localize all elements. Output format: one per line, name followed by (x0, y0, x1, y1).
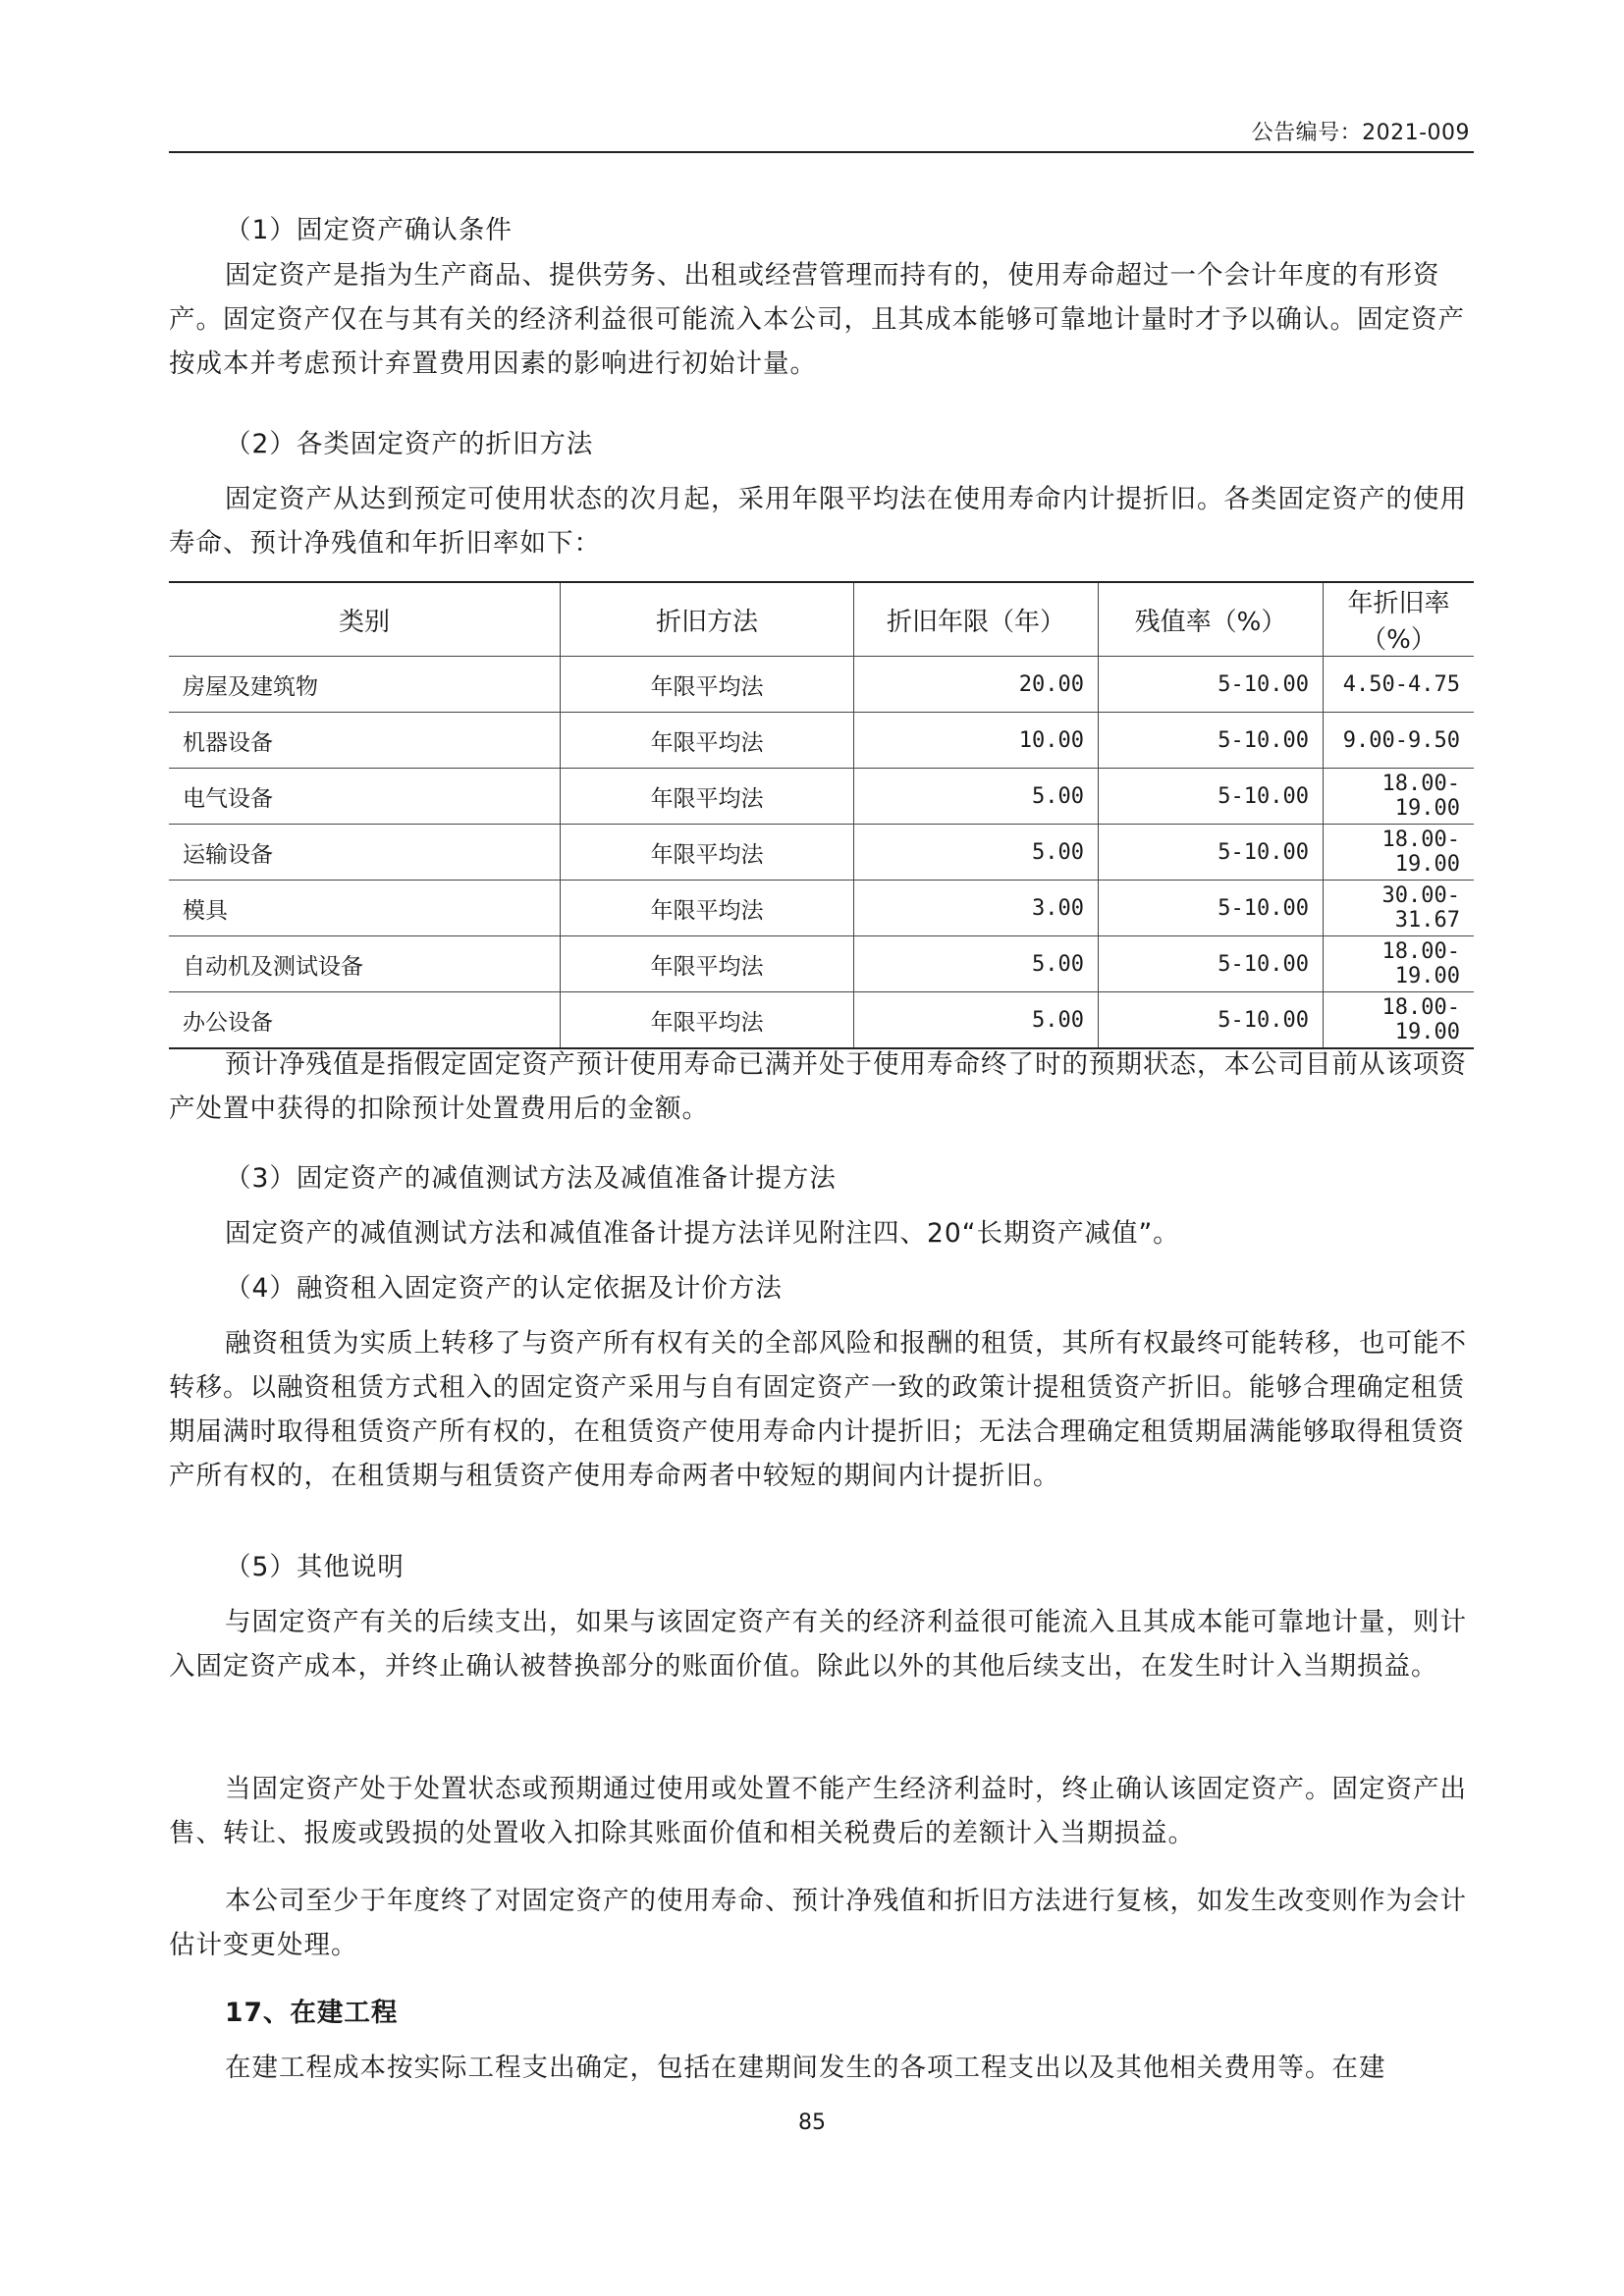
section-5-body-3: 本公司至少于年度终了对固定资产的使用寿命、预计净残值和折旧方法进行复核，如发生改变则作为会计估计变更处理。 (169, 1886, 1467, 1961)
cell-rate: 4.50-4.75 (1324, 657, 1475, 713)
cell-residual: 5-10.00 (1099, 713, 1324, 769)
cell-method: 年限平均法 (561, 992, 854, 1049)
section-2-title: （2）各类固定资产的折旧方法 (225, 429, 594, 459)
cell-years: 5.00 (854, 992, 1099, 1049)
header-residual: 残值率（%） (1099, 582, 1324, 657)
cell-years: 5.00 (854, 825, 1099, 881)
cell-years: 10.00 (854, 713, 1099, 769)
section-1-title: （1）固定资产确认条件 (225, 215, 513, 245)
cell-category: 房屋及建筑物 (183, 673, 318, 700)
cell-method: 年限平均法 (561, 825, 854, 881)
cell-rate: 9.00-9.50 (1324, 713, 1475, 769)
table-row (169, 992, 1474, 1049)
cell-residual: 5-10.00 (1099, 769, 1324, 825)
header-divider (169, 151, 1474, 153)
cell-method: 年限平均法 (561, 713, 854, 769)
cell-category: 电气设备 (183, 785, 273, 812)
cell-residual: 5-10.00 (1099, 825, 1324, 881)
cell-rate: 18.00-19.00 (1324, 769, 1475, 825)
cell-years: 5.00 (854, 936, 1099, 992)
section-17-body: 在建工程成本按实际工程支出确定，包括在建期间发生的各项工程支出以及其他相关费用等。在建 (225, 2053, 1386, 2083)
section-2-body: 固定资产从达到预定可使用状态的次月起，采用年限平均法在使用寿命内计提折旧。各类固定资产的使用寿命、预计净残值和年折旧率如下： (169, 484, 1467, 560)
section-4-title: （4）融资租入固定资产的认定依据及计价方法 (225, 1273, 783, 1304)
cell-residual: 5-10.00 (1099, 992, 1324, 1049)
table-header-row (169, 582, 1474, 657)
cell-years: 3.00 (854, 881, 1099, 936)
cell-method: 年限平均法 (561, 657, 854, 713)
table-row (169, 881, 1474, 936)
cell-method: 年限平均法 (561, 769, 854, 825)
cell-rate: 18.00-19.00 (1324, 825, 1475, 881)
cell-years: 5.00 (854, 769, 1099, 825)
cell-category: 自动机及测试设备 (183, 953, 363, 980)
cell-rate: 18.00-19.00 (1324, 936, 1475, 992)
header-rate: 年折旧率（%） (1324, 582, 1475, 657)
section-5-body-1: 与固定资产有关的后续支出，如果与该固定资产有关的经济利益很可能流入且其成本能可靠地计量，则计入固定资产成本，并终止确认被替换部分的账面价值。除此以外的其他后续支出，在发生时计入当期损益。 (169, 1607, 1467, 1682)
cell-residual: 5-10.00 (1099, 881, 1324, 936)
cell-category: 运输设备 (183, 841, 273, 868)
cell-residual: 5-10.00 (1099, 936, 1324, 992)
depreciation-table (169, 581, 1474, 1049)
section-3-body: 固定资产的减值测试方法和减值准备计提方法详见附注四、20“长期资产减值”。 (225, 1218, 1180, 1249)
cell-rate: 30.00-31.67 (1324, 881, 1475, 936)
header-method: 折旧方法 (561, 582, 854, 657)
cell-rate: 18.00-19.00 (1324, 992, 1475, 1049)
cell-residual: 5-10.00 (1099, 657, 1324, 713)
section-3-title: （3）固定资产的减值测试方法及减值准备计提方法 (225, 1163, 837, 1194)
cell-years: 20.00 (854, 657, 1099, 713)
header-years: 折旧年限（年） (854, 582, 1099, 657)
cell-category: 机器设备 (183, 729, 273, 756)
cell-category: 模具 (183, 897, 228, 924)
header-category: 类别 (338, 607, 390, 637)
table-row (169, 769, 1474, 825)
cell-category: 办公设备 (183, 1009, 273, 1036)
table-row (169, 936, 1474, 992)
page-number: 85 (798, 2110, 826, 2135)
cell-method: 年限平均法 (561, 936, 854, 992)
section-5-title: （5）其他说明 (225, 1552, 405, 1582)
table-row (169, 657, 1474, 713)
announcement-number: 公告编号：2021-009 (1251, 121, 1470, 145)
table-row (169, 825, 1474, 881)
section-17-title: 17、在建工程 (225, 1998, 399, 2028)
residual-value-note: 预计净残值是指假定固定资产预计使用寿命已满并处于使用寿命终了时的预期状态，本公司目前从该项资产处置中获得的扣除预计处置费用后的金额。 (169, 1049, 1467, 1125)
cell-method: 年限平均法 (561, 881, 854, 936)
section-5-body-2: 当固定资产处于处置状态或预期通过使用或处置不能产生经济利益时，终止确认该固定资产。固定资产出售、转让、报废或毁损的处置收入扣除其账面价值和相关税费后的差额计入当期损益。 (169, 1774, 1467, 1849)
section-4-body: 融资租赁为实质上转移了与资产所有权有关的全部风险和报酬的租赁，其所有权最终可能转移，也可能不转移。以融资租赁方式租入的固定资产采用与自有固定资产一致的政策计提租赁资产折旧。能够合理确定租赁期届满时取得租赁资产所有权的，在租赁资产使用寿命内计提折旧；无法合理确定租赁期届满能够取得租赁资产所有权的，在租赁期与租赁资产使用寿命两者中较短的期间内计提折旧。 (169, 1328, 1467, 1492)
section-1-body: 固定资产是指为生产商品、提供劳务、出租或经营管理而持有的，使用寿命超过一个会计年度的有形资产。固定资产仅在与其有关的经济利益很可能流入本公司，且其成本能够可靠地计量时才予以确认。固定资产按成本并考虑预计弃置费用因素的影响进行初始计量。 (169, 260, 1465, 380)
table-row (169, 713, 1474, 769)
